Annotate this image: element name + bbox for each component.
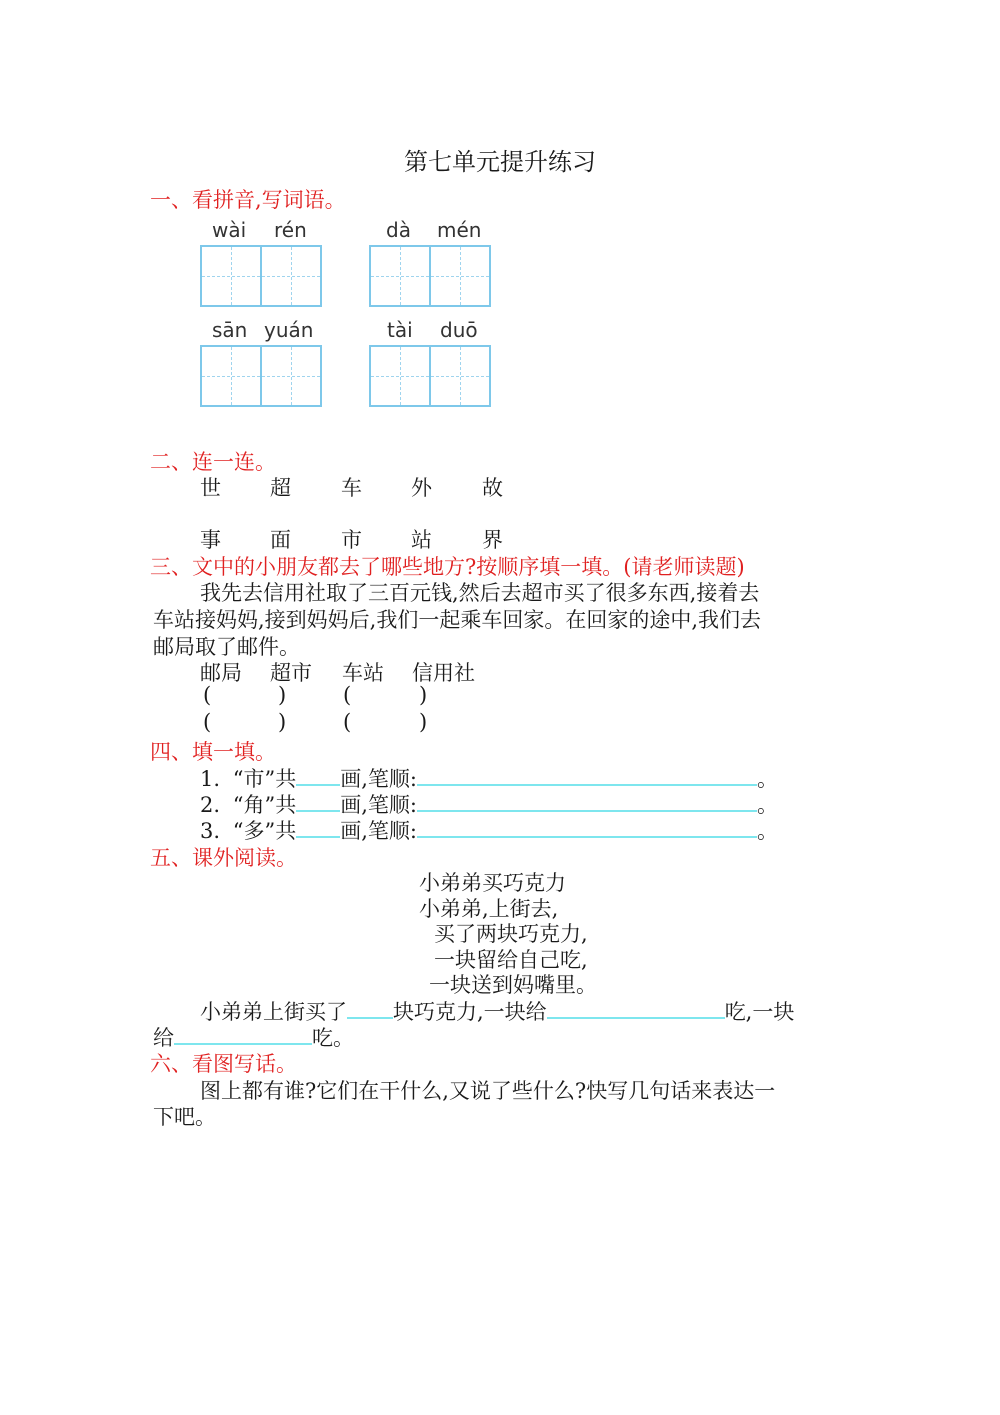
match-item[interactable]: 世 [200,476,221,500]
pinyin: mén [437,218,482,242]
option: 超市 [270,661,312,685]
item-mid: 画,笔顺: [340,793,417,817]
writing-grid[interactable] [200,245,322,307]
passage-line: 车站接妈妈,接到妈妈后,我们一起乘车回家。在回家的途中,我们去 [153,608,762,632]
poem-line: 买了两块巧克力, [434,922,588,946]
paren-close: ) [419,710,428,734]
match-item[interactable]: 超 [270,476,291,500]
pinyin: sān [212,318,248,342]
match-item[interactable]: 市 [341,528,362,552]
item-end: 。 [756,819,778,843]
poem-line: 小弟弟,上街去, [419,897,559,921]
pinyin: duō [440,318,478,342]
passage-line: 我先去信用社取了三百元钱,然后去超市买了很多东西,接着去 [200,581,760,605]
writing-grid[interactable] [200,345,322,407]
question-text: 吃。 [312,1026,354,1050]
pinyin: rén [274,218,307,242]
item-mid: 画,笔顺: [340,767,417,791]
poem-title: 小弟弟买巧克力 [419,871,566,895]
section5-heading: 五、课外阅读。 [150,846,297,870]
poem-line: 一块留给自己吃, [434,948,588,972]
match-item[interactable]: 车 [341,476,362,500]
answer-slot[interactable] [210,710,275,736]
paren-close: ) [278,710,287,734]
section3-heading: 三、文中的小朋友都去了哪些地方?按顺序填一填。(请老师读题) [150,555,745,579]
section6-heading: 六、看图写话。 [150,1052,297,1076]
match-item[interactable]: 面 [270,528,291,552]
option: 信用社 [412,661,475,685]
recipient-blank[interactable] [174,1025,312,1045]
fill-item [200,815,778,845]
question-text: 小弟弟上街买了 [200,1000,347,1024]
item-number: 2. [200,793,221,817]
prompt-line: 下吧。 [153,1105,216,1129]
item-number: 1. [200,767,221,791]
stroke-count-blank[interactable] [296,792,340,812]
stroke-order-blank[interactable] [417,766,757,786]
paren-close: ) [419,683,428,707]
paren-open: ( [343,710,352,734]
question-text: 块巧克力,一块给 [393,1000,547,1024]
item-char: “市”共 [232,767,297,791]
recipient-blank[interactable] [547,999,725,1019]
count-blank[interactable] [347,999,393,1019]
item-number: 3. [200,819,221,843]
paren-open: ( [203,710,212,734]
match-item[interactable]: 界 [482,528,503,552]
match-item[interactable]: 事 [200,528,221,552]
question-text: 给 [153,1026,174,1050]
stroke-count-blank[interactable] [296,766,340,786]
answer-slot[interactable] [350,683,415,709]
prompt-line: 图上都有谁?它们在干什么,又说了些什么?快写几句话来表达一 [200,1079,776,1103]
passage-line: 邮局取了邮件。 [153,635,300,659]
match-item[interactable]: 站 [411,528,432,552]
option: 邮局 [200,661,242,685]
match-item[interactable]: 故 [482,476,503,500]
pinyin: wài [212,218,247,242]
pinyin: yuán [264,318,314,342]
item-end: 。 [756,767,778,791]
item-char: “多”共 [232,819,297,843]
stroke-count-blank[interactable] [296,818,340,838]
item-end: 。 [756,793,778,817]
option: 车站 [342,661,384,685]
pinyin: tài [387,318,413,342]
match-item[interactable]: 外 [411,476,432,500]
question-text: 吃,一块 [724,1000,795,1024]
paren-open: ( [343,683,352,707]
pinyin: dà [386,218,411,242]
paren-open: ( [203,683,212,707]
section4-heading: 四、填一填。 [150,740,276,764]
paren-close: ) [278,683,287,707]
poem-line: 一块送到妈嘴里。 [429,973,597,997]
section1-heading: 一、看拼音,写词语。 [150,188,346,212]
page-title: 第七单元提升练习 [404,148,596,176]
answer-slot[interactable] [350,710,415,736]
writing-grid[interactable] [369,345,491,407]
stroke-order-blank[interactable] [417,818,757,838]
item-char: “角”共 [232,793,297,817]
answer-slot[interactable] [210,683,275,709]
stroke-order-blank[interactable] [417,792,757,812]
writing-grid[interactable] [369,245,491,307]
section2-heading: 二、连一连。 [150,450,276,474]
item-mid: 画,笔顺: [340,819,417,843]
